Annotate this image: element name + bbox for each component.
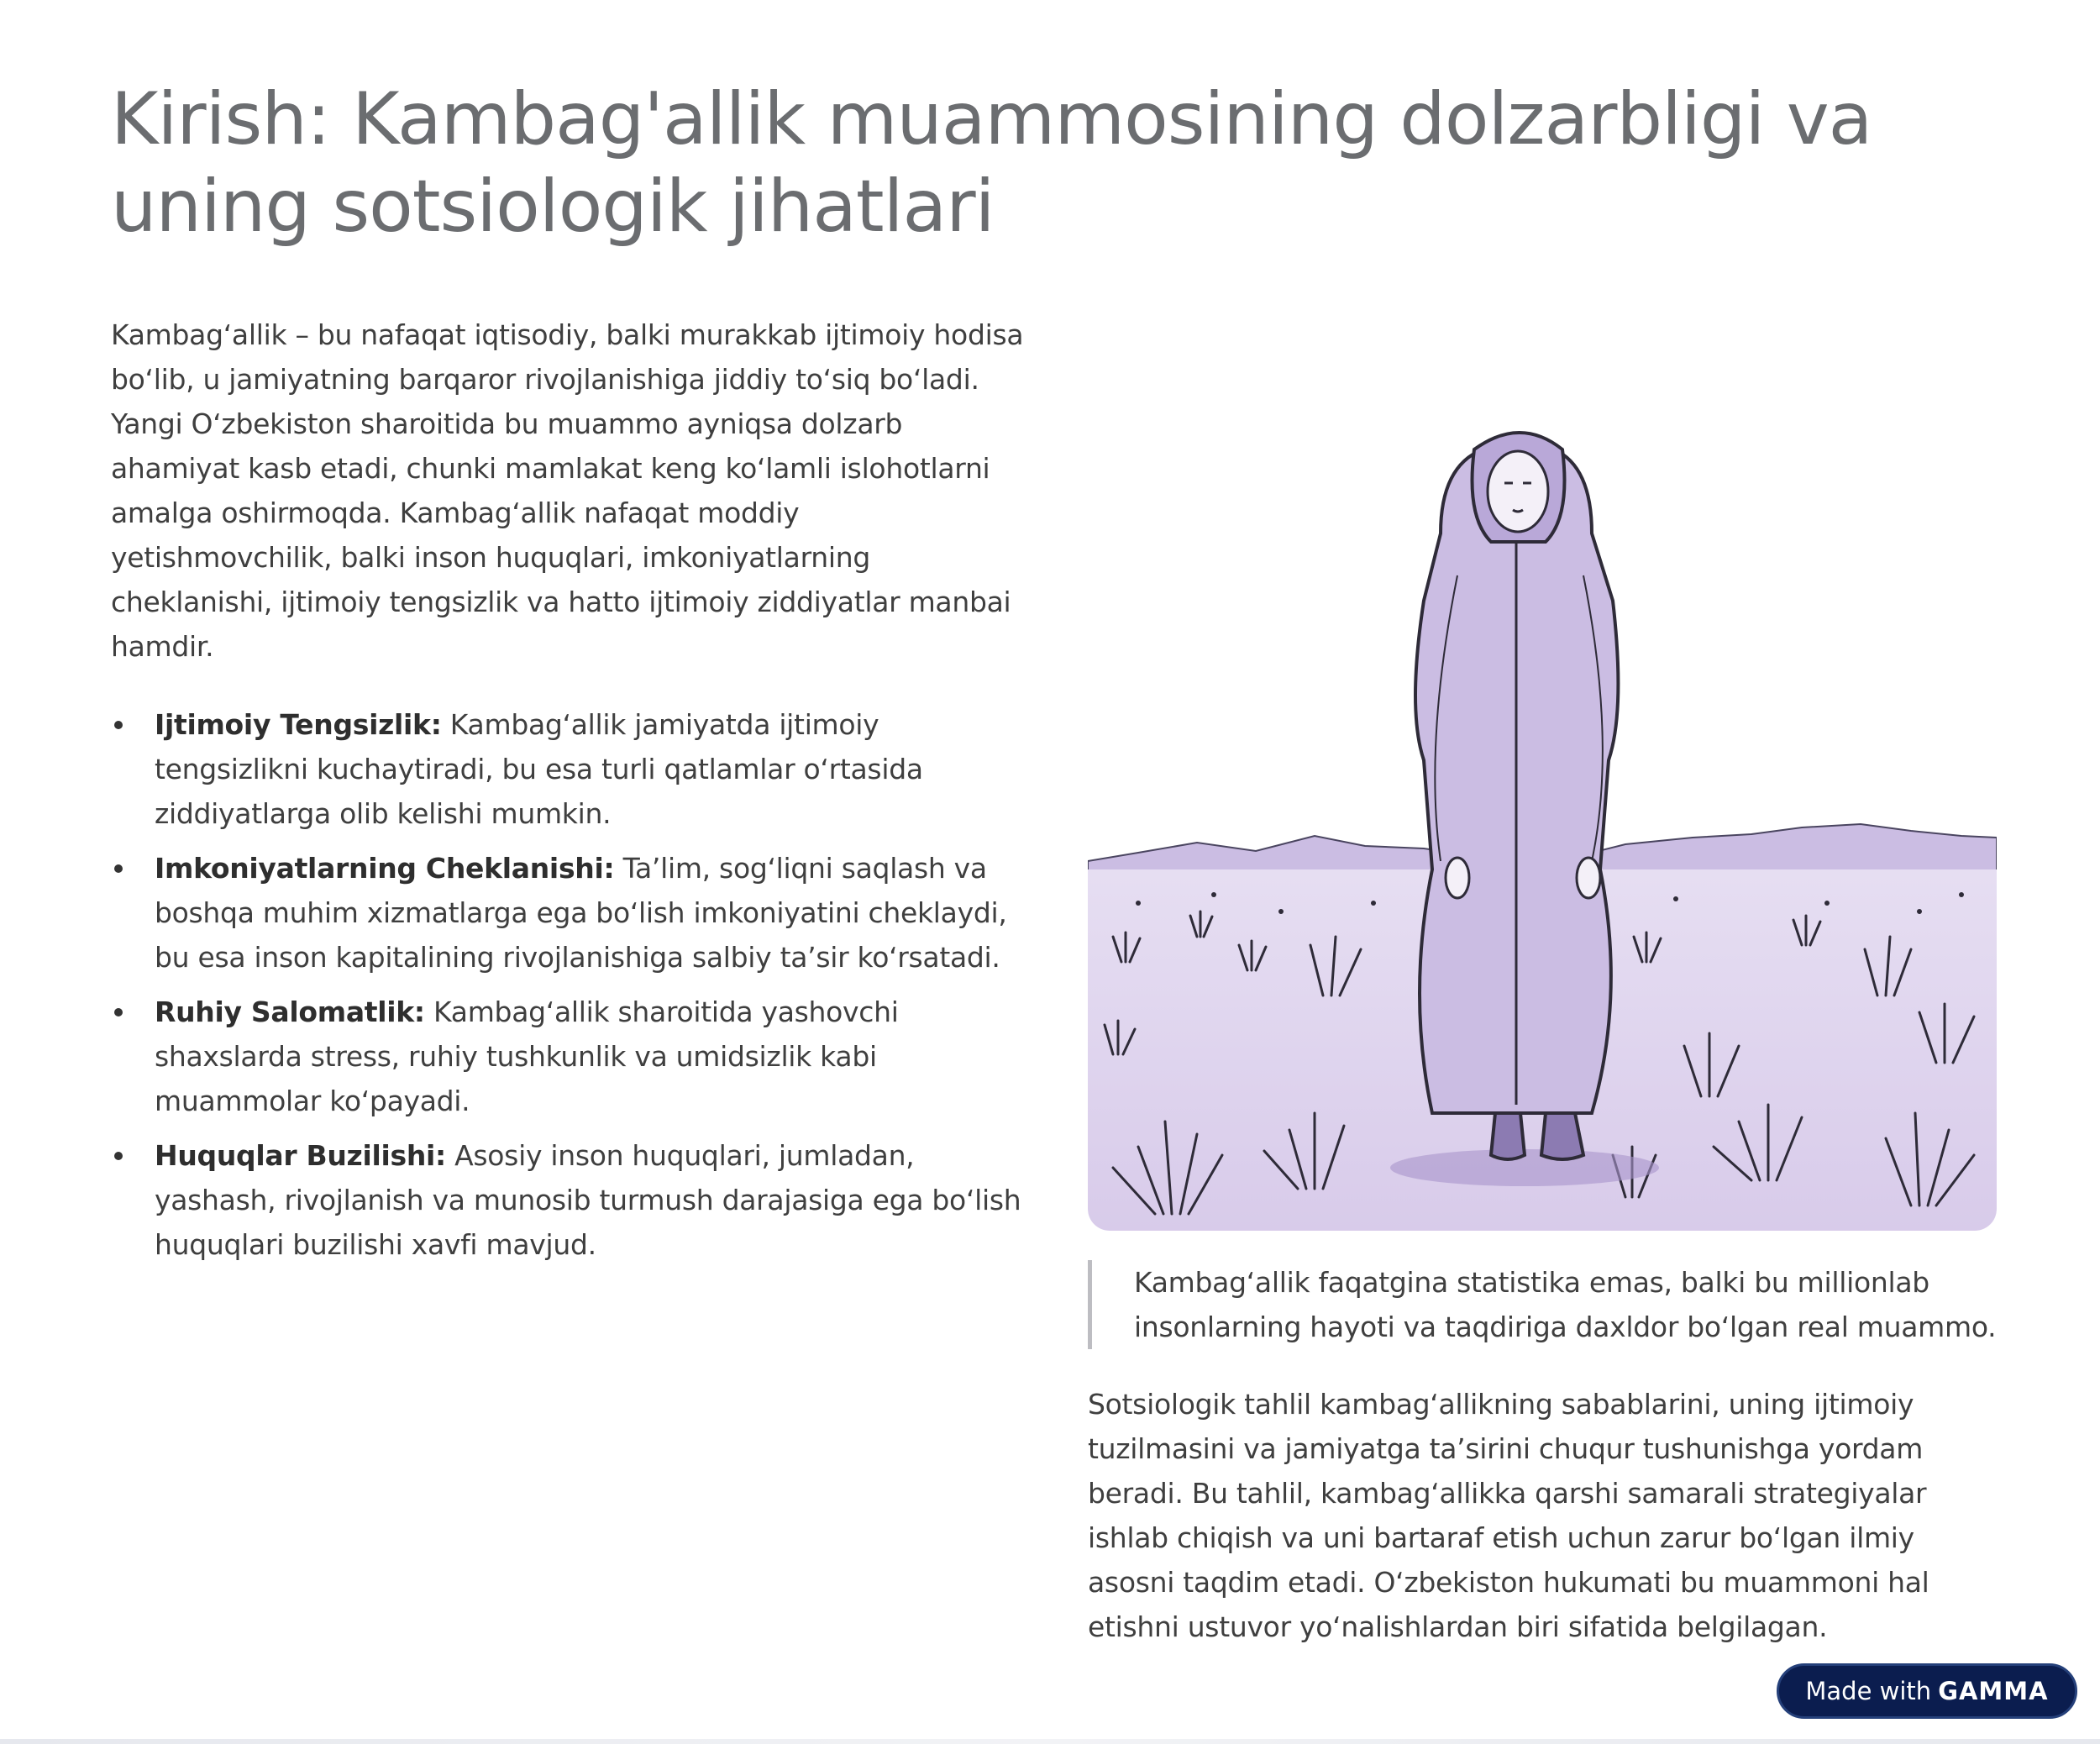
bullet-term: Huquqlar Buzilishi: — [155, 1139, 446, 1172]
illustration-svg — [1088, 323, 1997, 1231]
blockquote: Kambag‘allik faqatgina statistika emas, balki bu millionlab insonlarning hayoti va taqdiriga daxldor bo‘lgan real muammo. — [1088, 1260, 2016, 1349]
list-item — [111, 990, 1026, 1123]
bullet-text: Kambag‘allik jamiyatda ijtimoiy tengsizlikni kuchaytiradi, bu esa turli qatlamlar o‘rtasida ziddiyatlarga olib kelishi mumkin. — [155, 708, 923, 830]
illustration-elderly-woman-in-field — [1088, 323, 1997, 1231]
list-item — [111, 702, 1026, 836]
intro-paragraph: Kambag‘allik – bu nafaqat iqtisodiy, balki murakkab ijtimoiy hodisa bo‘lib, u jamiyatning barqaror rivojlanishiga jiddiy to‘siq bo‘ladi. Yangi O‘zbekiston sharoitida bu muammo ayniqsa dolzarb ahamiyat kasb etadi, chunki mamlakat keng ko‘lamli islohotlarni amalga oshirmoqda. Kambag‘allik nafaqat moddiy yetishmovchilik, balki inson huquqlari, imkoniyatlarning cheklanishi, ijtimoiy tengsizlik va hatto ijtimoiy ziddiyatlar manbai hamdir. — [111, 318, 1024, 663]
badge-prefix: Made with — [1805, 1677, 1932, 1705]
gamma-logo-text: GAMMA — [1938, 1677, 2049, 1705]
list-item — [111, 1133, 1026, 1267]
bullet-icon — [114, 721, 123, 729]
bullet-text: Ta’lim, sog‘liqni saqlash va boshqa muhim xizmatlarga ega bo‘lish imkoniyatini cheklaydi, bu esa inson kapitalining rivojlanishiga salbiy ta’sir ko‘rsatadi. — [155, 852, 1007, 974]
made-with-gamma-badge[interactable] — [1777, 1663, 2077, 1719]
analysis-paragraph: Sotsiologik tahlil kambag‘allikning sabablarini, uning ijtimoiy tuzilmasini va jamiyatga ta’sirini chuqur tushunishga yordam beradi. Bu tahlil, kambag‘allikka qarshi samarali strategiyalar ishlab chiqish va uni bartaraf etish uchun zarur bo‘lgan ilmiy asosni taqdim etadi. O‘zbekiston hukumati bu muammoni hal etishni ustuvor yo‘nalishlardan biri sifatida belgilagan. — [1088, 1388, 1929, 1643]
bullet-icon — [114, 1152, 123, 1160]
bottom-divider — [0, 1739, 2100, 1744]
bullet-list — [111, 702, 1026, 1267]
bullet-text: Kambag‘allik sharoitida yashovchi shaxslarda stress, ruhiy tushkunlik va umidsizlik kabi muammolar ko‘payadi. — [155, 995, 899, 1117]
bullet-term: Ruhiy Salomatlik: — [155, 995, 425, 1028]
bullet-term: Imkoniyatlarning Cheklanishi: — [155, 852, 615, 885]
left-column — [111, 313, 1026, 1277]
bullet-icon — [114, 864, 123, 873]
list-item — [111, 846, 1026, 980]
bullet-text: Asosiy inson huquqlari, jumladan, yashash, rivojlanish va munosib turmush darajasiga ega bo‘lish huquqlari buzilishi xavfi mavjud. — [155, 1139, 1021, 1261]
bullet-icon — [114, 1008, 123, 1016]
bullet-term: Ijtimoiy Tengsizlik: — [155, 708, 442, 741]
page-title: Kirish: Kambag'allik muammosining dolzarbligi va uning sotsiologik jihatlari — [111, 77, 1872, 249]
